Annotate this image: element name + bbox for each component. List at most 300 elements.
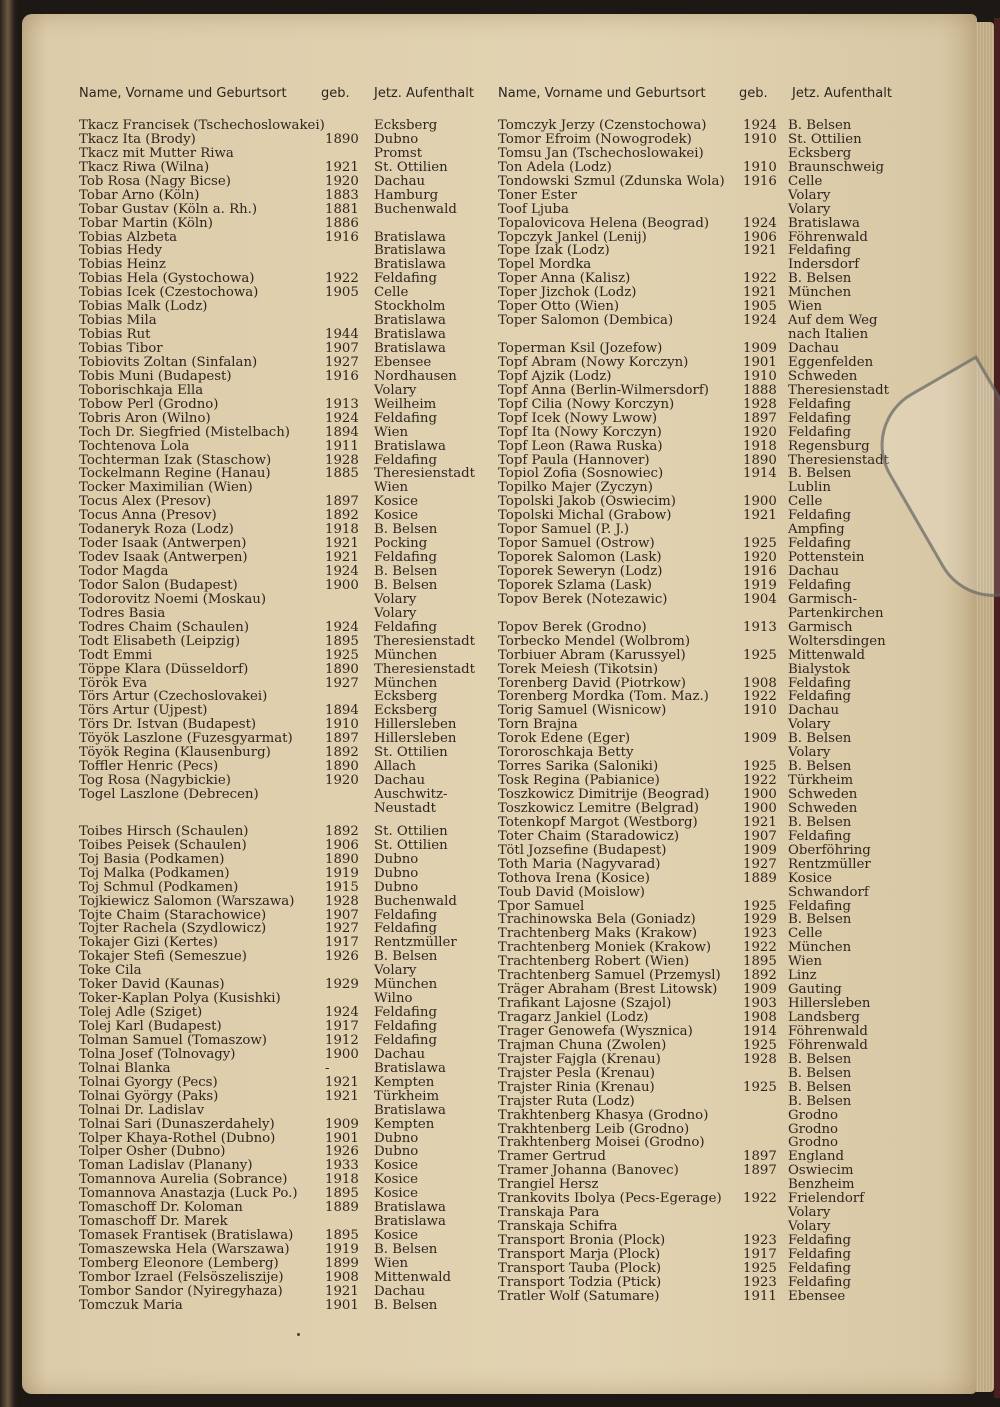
entry-birth-year: 1909 [743, 341, 777, 356]
entry-birth-year: 1911 [743, 1288, 777, 1304]
entry-location: Feldafing [374, 1005, 438, 1021]
entry-location: Theresienstadt [374, 633, 475, 649]
entry-location: Volary [788, 1219, 831, 1235]
list-item [498, 941, 918, 955]
list-item [79, 1215, 489, 1229]
entry-location: Dachau [374, 1046, 426, 1062]
entry-name: Ton Adela (Lodz) [498, 159, 612, 175]
entry-birth-year: 1927 [743, 856, 777, 872]
list-item [79, 718, 489, 732]
entry-location: St. Ottilien [374, 745, 448, 761]
list-item [498, 356, 918, 370]
list-item [498, 1164, 918, 1178]
entry-birth-year: 1900 [325, 577, 359, 593]
list-item [79, 936, 489, 950]
entry-birth-year: 1901 [325, 1130, 359, 1146]
entry-location: Feldafing [374, 1032, 438, 1048]
entry-name: Trakhtenberg Khasya (Grodno) [498, 1107, 709, 1123]
entry-birth-year: 1886 [325, 215, 359, 231]
entry-birth-year: 1920 [743, 424, 777, 440]
entry-name: Torok Edene (Eger) [498, 731, 631, 747]
entry-name: Topilko Majer (Zyczyn) [498, 480, 653, 496]
list-item [79, 802, 489, 816]
list-item [79, 909, 489, 923]
entry-name: Trangiel Hersz [498, 1177, 599, 1193]
entry-name: Tomannova Anastazja (Luck Po.) [79, 1186, 298, 1202]
list-item [498, 300, 918, 314]
entry-birth-year: 1918 [325, 522, 359, 538]
entry-location: Buchenwald [374, 201, 457, 217]
entry-birth-year: 1908 [325, 1269, 359, 1285]
entry-birth-year: 1900 [743, 800, 777, 816]
entry-name: Toch Dr. Siegfried (Mistelbach) [79, 424, 290, 440]
entry-name: Topolski Michal (Grabow) [498, 508, 672, 524]
entry-name: Toter Chaim (Staradowicz) [498, 828, 680, 844]
entry-location: Wilno [374, 991, 413, 1007]
list-item [498, 440, 918, 454]
list-item [498, 649, 918, 663]
entry-location: Benzheim [788, 1177, 855, 1193]
entry-name: Trankovits Ibolya (Pecs-Egerage) [498, 1191, 722, 1207]
entry-location: Bratislawa [374, 438, 446, 454]
list-item [79, 677, 489, 691]
entry-birth-year: - [325, 1060, 330, 1076]
list-item [79, 258, 489, 272]
entry-name: Toner Ester [498, 187, 577, 203]
entry-name: Transport Todzia (Ptick) [498, 1274, 662, 1290]
list-item [498, 718, 918, 732]
entry-location: Feldafing [788, 577, 852, 593]
entry-birth-year: 1925 [743, 536, 777, 552]
list-item [79, 593, 489, 607]
entry-name: Toporek Szlama (Lask) [498, 577, 652, 593]
entry-name: Todt Emmi [79, 647, 153, 663]
entry-location: Volary [374, 382, 417, 398]
entry-location: Theresienstadt [788, 382, 889, 398]
entry-location: Föhrenwald [788, 1037, 868, 1053]
entry-name: Topov Berek (Notezawic) [498, 591, 668, 607]
entry-location: Garmisch [788, 619, 853, 635]
entry-birth-year: 1924 [743, 118, 777, 133]
list-item [79, 649, 489, 663]
entry-birth-year: 1909 [743, 982, 777, 998]
list-item [498, 467, 918, 481]
entry-birth-year: 1929 [743, 912, 777, 928]
entry-birth-year: 1906 [325, 837, 359, 853]
list-item [79, 1006, 489, 1020]
entry-name: Transport Bronia (Plock) [498, 1233, 666, 1248]
entry-location: Bratislawa [374, 1102, 446, 1118]
entry-location: Feldafing [374, 921, 438, 937]
entry-location: Bratislawa [374, 1214, 446, 1230]
entry-birth-year: 1888 [743, 382, 777, 398]
list-item [79, 704, 489, 718]
entry-name: Tomsu Jan (Tschechoslowakei) [498, 145, 704, 161]
entry-location: Oswiecim [788, 1163, 854, 1179]
year-column-header: geb. [739, 86, 768, 101]
list-item [79, 1145, 489, 1159]
entry-birth-year: 1908 [743, 1010, 777, 1025]
list-item [79, 1285, 489, 1299]
entry-name: Tratler Wolf (Satumare) [498, 1288, 660, 1304]
entry-name: Topf Ajzik (Lodz) [498, 368, 612, 384]
entry-location: Feldafing [374, 1019, 438, 1034]
entry-name: Trakhtenberg Moisei (Grodno) [498, 1135, 705, 1151]
list-item [498, 537, 918, 551]
entry-birth-year: 1910 [325, 717, 359, 733]
entry-birth-year: 1929 [325, 977, 359, 993]
entry-location: St. Ottilien [374, 823, 448, 839]
entry-location: Hillersleben [374, 731, 457, 747]
entry-birth-year: 1900 [743, 787, 777, 802]
list-item [498, 816, 918, 830]
entry-name: Toszkowicz Lemitre (Belgrad) [498, 800, 699, 816]
right-column [498, 84, 918, 1304]
list-item [498, 969, 918, 983]
entry-location: Lublin [788, 480, 831, 496]
entry-birth-year: 1922 [743, 940, 777, 956]
entry-location: B. Belsen [788, 1079, 852, 1095]
list-item [79, 760, 489, 774]
entry-name: Topf Abram (Nowy Korczyn) [498, 354, 689, 370]
entry-name: Tomczyk Jerzy (Czenstochowa) [498, 118, 707, 133]
entry-location: Feldafing [788, 1274, 852, 1290]
list-item [79, 825, 489, 839]
list-item [79, 607, 489, 621]
entry-location: B. Belsen [374, 564, 438, 579]
list-item [498, 663, 918, 677]
entry-location: B. Belsen [374, 577, 438, 593]
entry-birth-year: 1923 [743, 1233, 777, 1248]
entry-location: Feldafing [374, 907, 438, 923]
entry-location: Grodno [788, 1135, 839, 1151]
entry-birth-year: 1890 [325, 851, 359, 867]
entry-location: Ecksberg [374, 118, 438, 133]
entry-name: Trajman Chuna (Zwolen) [498, 1037, 667, 1053]
entry-location: Feldafing [788, 1246, 852, 1262]
entry-birth-year: 1923 [743, 926, 777, 942]
list-item [498, 1290, 918, 1304]
place-column-header: Jetz. Aufenthalt [792, 86, 892, 101]
entry-location: B. Belsen [788, 271, 852, 287]
entry-name: Törs Dr. Istvan (Budapest) [79, 717, 257, 733]
entry-name: Tomannova Aurelia (Sobrance) [79, 1172, 288, 1188]
entry-name: Toj Malka (Podkamen) [79, 865, 230, 881]
list-item [498, 927, 918, 941]
entry-name: Tpor Samuel [498, 898, 585, 914]
entry-birth-year: 1918 [743, 438, 777, 454]
entry-name: Trajster Rinia (Krenau) [498, 1079, 655, 1095]
entry-location: Dubno [374, 1130, 419, 1146]
entry-name: Tolnai Dr. Ladislav [79, 1102, 205, 1118]
entry-birth-year: 1895 [325, 1186, 359, 1202]
entry-birth-year: 1923 [743, 1274, 777, 1290]
list-item [498, 217, 918, 231]
entry-location: Celle [788, 173, 823, 189]
list-item [79, 732, 489, 746]
entry-name: Toof Ljuba [498, 201, 569, 217]
list-item [79, 1271, 489, 1285]
entry-birth-year: 1917 [743, 1246, 777, 1262]
entry-name: Tocus Alex (Presov) [79, 494, 212, 510]
entry-birth-year: 1897 [743, 1163, 777, 1179]
list-item [79, 1257, 489, 1271]
entry-location: Feldafing [374, 619, 438, 635]
entry-birth-year: 1921 [325, 1088, 359, 1104]
list-item [79, 370, 489, 384]
entry-name: Tobar Martin (Köln) [79, 215, 213, 231]
list-item [498, 732, 918, 746]
entry-location: Kosice [374, 508, 418, 524]
entry-name: Topor Samuel (Ostrow) [498, 536, 655, 552]
entry-name: Torres Sarika (Saloniki) [498, 759, 659, 775]
book-cover-edge [994, 18, 1000, 1398]
entry-name: Tolnai Gyorgy (Pecs) [79, 1074, 218, 1090]
entry-location: Wien [788, 954, 823, 970]
entry-location: Dachau [788, 703, 840, 719]
entry-location: Schwandorf [788, 884, 869, 900]
entry-birth-year: 1914 [743, 1023, 777, 1039]
list-item [79, 286, 489, 300]
entry-location: B. Belsen [374, 1242, 438, 1257]
entry-birth-year: 1907 [325, 907, 359, 923]
list-item [498, 704, 918, 718]
entry-birth-year: 1924 [325, 1005, 359, 1021]
list-item [498, 119, 918, 133]
entry-birth-year: 1894 [325, 424, 359, 440]
entry-name: Topczyk Jankel (Lenij) [498, 229, 647, 245]
entry-location: Theresienstadt [374, 466, 475, 482]
entry-name: Tolman Samuel (Tomaszow) [79, 1032, 267, 1048]
entry-birth-year: 1909 [743, 731, 777, 747]
entry-name: Topf Ita (Nowy Korczyn) [498, 424, 662, 440]
right-entry-list [498, 119, 918, 1304]
entry-location: Volary [788, 745, 831, 761]
list-item [79, 788, 489, 802]
entry-location: Feldafing [374, 452, 438, 468]
entry-name: Toke Cila [79, 963, 142, 979]
entry-name: Tocus Anna (Presov) [79, 508, 217, 524]
list-item [79, 217, 489, 231]
entry-birth-year: 1933 [325, 1158, 359, 1174]
entry-birth-year: 1916 [743, 564, 777, 579]
entry-birth-year: 1928 [743, 1051, 777, 1067]
list-item [79, 964, 489, 978]
entry-location: München [788, 285, 852, 301]
entry-birth-year: 1924 [325, 619, 359, 635]
entry-name: Tkacz Ita (Brody) [79, 131, 196, 147]
entry-birth-year: 1897 [743, 410, 777, 426]
entry-birth-year: 1908 [743, 675, 777, 691]
entry-name: Topor Samuel (P. J.) [498, 522, 630, 538]
entry-location: Feldafing [788, 898, 852, 914]
place-column-header: Jetz. Aufenthalt [374, 86, 474, 101]
entry-location: Ampfing [788, 522, 845, 538]
entry-location: Grodno [788, 1121, 839, 1137]
entry-location: Feldafing [788, 243, 852, 259]
list-item [498, 203, 918, 217]
list-item [79, 175, 489, 189]
entry-location: Feldafing [788, 828, 852, 844]
list-item [79, 495, 489, 509]
entry-location: Auschwitz- [374, 787, 448, 802]
entry-name: Toibes Peisek (Schaulen) [79, 837, 247, 853]
entry-name: Tocker Maximilian (Wien) [79, 480, 253, 496]
entry-birth-year: 1890 [325, 131, 359, 147]
entry-location: Türkheim [374, 1088, 440, 1104]
list-item [498, 565, 918, 579]
entry-birth-year: 1922 [743, 1191, 777, 1207]
entry-name: Tombor Izrael (Felsöszeliszije) [79, 1269, 284, 1285]
entry-name: Tobar Arno (Köln) [79, 187, 200, 203]
entry-location: Oberföhring [788, 842, 871, 858]
entry-location: England [788, 1149, 845, 1165]
entry-location: Landsberg [788, 1010, 860, 1025]
entry-birth-year: 1916 [325, 368, 359, 384]
list-item [79, 537, 489, 551]
entry-name: Tojter Rachela (Szydlowicz) [79, 921, 267, 937]
entry-name: Torenberg Mordka (Tom. Maz.) [498, 689, 709, 705]
entry-location: Dubno [374, 131, 419, 147]
entry-name: Tobow Perl (Grodno) [79, 396, 219, 412]
entry-name: Togel Laszlone (Debrecen) [79, 787, 259, 802]
entry-location: Linz [788, 968, 817, 984]
entry-name: Toj Schmul (Podkamen) [79, 879, 239, 895]
entry-birth-year: 1918 [325, 1172, 359, 1188]
list-item [498, 677, 918, 691]
entry-birth-year: 1922 [743, 689, 777, 705]
entry-birth-year: 1906 [743, 229, 777, 245]
list-item [498, 886, 918, 900]
entry-birth-year: 1892 [325, 745, 359, 761]
list-item [498, 844, 918, 858]
entry-birth-year: 1910 [743, 368, 777, 384]
entry-birth-year: 1924 [743, 215, 777, 231]
entry-name: Toffler Henric (Pecs) [79, 759, 219, 775]
entry-location: Garmisch- [788, 591, 858, 607]
entry-location: Bratislawa [374, 341, 446, 356]
left-column-header [79, 84, 489, 114]
entry-name: Toporek Salomon (Lask) [498, 550, 662, 566]
entry-birth-year: 1914 [743, 466, 777, 482]
entry-birth-year: 1922 [743, 271, 777, 287]
entry-name: Toborischkaja Ella [79, 382, 204, 398]
list-item [79, 523, 489, 537]
entry-birth-year: 1911 [325, 438, 359, 454]
entry-name: Tomaschoff Dr. Marek [79, 1214, 228, 1230]
entry-name: Toper Jizchok (Lodz) [498, 285, 637, 301]
entry-name: Tomaschoff Dr. Koloman [79, 1200, 243, 1216]
entry-location: Volary [788, 201, 831, 217]
entry-birth-year: 1921 [325, 1074, 359, 1090]
entry-name: Todor Salon (Budapest) [79, 577, 238, 593]
entry-birth-year: 1916 [325, 229, 359, 245]
entry-location: Bratislawa [374, 1200, 446, 1216]
list-item [498, 607, 918, 621]
list-item [79, 774, 489, 788]
entry-name: Tolper Osher (Dubno) [79, 1144, 226, 1160]
entry-name: Topf Cilia (Nowy Korczyn) [498, 396, 675, 412]
list-item [79, 440, 489, 454]
entry-name: Törs Artur (Czechoslovakei) [79, 689, 268, 705]
entry-birth-year: 1900 [325, 1046, 359, 1062]
entry-location: Wien [374, 1255, 409, 1271]
entry-name: Töppe Klara (Düsseldorf) [79, 661, 249, 677]
list-item [79, 398, 489, 412]
entry-location: Feldafing [788, 508, 852, 524]
entry-location: Ecksberg [788, 145, 852, 161]
entry-birth-year: 1901 [325, 1297, 359, 1313]
list-item [79, 328, 489, 342]
entry-birth-year: 1899 [325, 1255, 359, 1271]
entry-name: Tobias Icek (Czestochowa) [79, 285, 259, 301]
entry-location: Bratislawa [374, 313, 446, 329]
entry-birth-year: 1889 [325, 1200, 359, 1216]
entry-location: Feldafing [788, 1233, 852, 1248]
list-item [79, 356, 489, 370]
entry-location: Grodno [788, 1107, 839, 1123]
list-item [79, 663, 489, 677]
entry-name: Trajster Fajgla (Krenau) [498, 1051, 661, 1067]
list-item [79, 467, 489, 481]
list-item [79, 509, 489, 523]
list-item [79, 690, 489, 704]
entry-birth-year: 1901 [743, 354, 777, 370]
entry-birth-year: 1921 [743, 814, 777, 830]
entry-birth-year: 1910 [743, 703, 777, 719]
entry-name: Toper Anna (Kalisz) [498, 271, 631, 287]
entry-name: Topalovicova Helena (Beograd) [498, 215, 710, 231]
entry-name: Tombor Sandor (Nyiregyhaza) [79, 1283, 283, 1299]
entry-name: Tororoschkaja Betty [498, 745, 634, 761]
entry-name: Töyök Laszlone (Fuzesgyarmat) [79, 731, 293, 747]
entry-name: Tramer Gertrud [498, 1149, 606, 1165]
entry-location: München [788, 940, 852, 956]
entry-name: Tobiovits Zoltan (Sinfalan) [79, 354, 258, 370]
entry-location: Stockholm [374, 299, 446, 315]
list-item [498, 1081, 918, 1095]
entry-name: Tobias Hedy [79, 243, 163, 259]
list-item [498, 1025, 918, 1039]
entry-location: München [374, 977, 438, 993]
entry-name: Tobris Aron (Wilno) [79, 410, 211, 426]
list-item [79, 342, 489, 356]
list-item [498, 1178, 918, 1192]
entry-name: Trakhtenberg Leib (Grodno) [498, 1121, 690, 1137]
entry-name: Torbiuer Abram (Karussyel) [498, 647, 686, 663]
entry-location: Bratislawa [374, 1060, 446, 1076]
entry-name: Transkaja Para [498, 1205, 600, 1221]
list-item [79, 950, 489, 964]
list-item [498, 175, 918, 189]
entry-birth-year: 1904 [743, 591, 777, 607]
entry-location: Türkheim [788, 773, 854, 789]
entry-birth-year: 1912 [325, 1032, 359, 1048]
entry-location: Feldafing [788, 1260, 852, 1276]
entry-birth-year: 1919 [325, 865, 359, 881]
entry-birth-year: 1897 [325, 731, 359, 747]
name-column-header: Name, Vorname und Geburtsort [498, 86, 706, 101]
list-item [498, 635, 918, 649]
entry-name: Trajster Pesla (Krenau) [498, 1065, 655, 1081]
entry-name: Transkaja Schifra [498, 1219, 618, 1235]
list-item [79, 1159, 489, 1173]
entry-location: Volary [788, 1205, 831, 1221]
entry-name: Tosk Regina (Pabianice) [498, 773, 660, 789]
entry-name: Tolej Adle (Sziget) [79, 1005, 203, 1021]
entry-location: Volary [374, 605, 417, 621]
entry-location: Ecksberg [374, 703, 438, 719]
